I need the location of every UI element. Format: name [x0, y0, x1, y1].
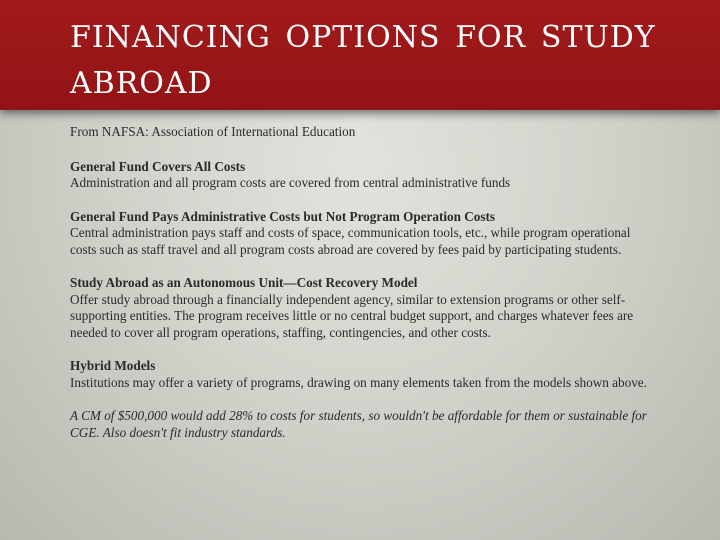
section-heading: General Fund Pays Administrative Costs but Not Program Operation Costs: [70, 208, 496, 224]
section-heading: General Fund Covers All Costs: [70, 158, 246, 174]
slide-title: financing options for study abroad: [70, 8, 656, 104]
cost-note: A CM of $500,000 would add 28% to costs for students, so wouldn't be affordable for them or sustainable for CGE. Also doesn't fit industry standards.: [70, 408, 647, 440]
section-heading: Hybrid Models: [70, 358, 156, 373]
section-heading: Study Abroad as an Autonomous Unit—Cost Recovery Model: [70, 275, 418, 290]
section-hybrid-models: [70, 358, 660, 391]
section-general-fund-admin: [70, 209, 660, 259]
section-body: Central administration pays staff and costs of space, communication tools, etc., while program operational costs such as staff travel and all program costs abroad are covered by fees paid by participating students.: [70, 225, 631, 257]
section-body: Administration and all program costs are covered from central administrative funds: [70, 175, 511, 190]
section-general-fund-all: [70, 159, 660, 192]
source-line: From NAFSA: Association of International Education: [70, 124, 356, 139]
section-autonomous-unit: [70, 275, 660, 341]
title-bar: [0, 0, 720, 110]
section-body: Offer study abroad through a financially independent agency, similar to extension programs or other self-supporting entities. The program receives little or no central budget support, and charges whatever fees are needed to cover all program operations, staffing, contingencies, and other costs.: [70, 291, 634, 340]
slide-content: [70, 124, 660, 441]
section-body: Institutions may offer a variety of programs, drawing on many elements taken from the models shown above.: [70, 374, 647, 390]
